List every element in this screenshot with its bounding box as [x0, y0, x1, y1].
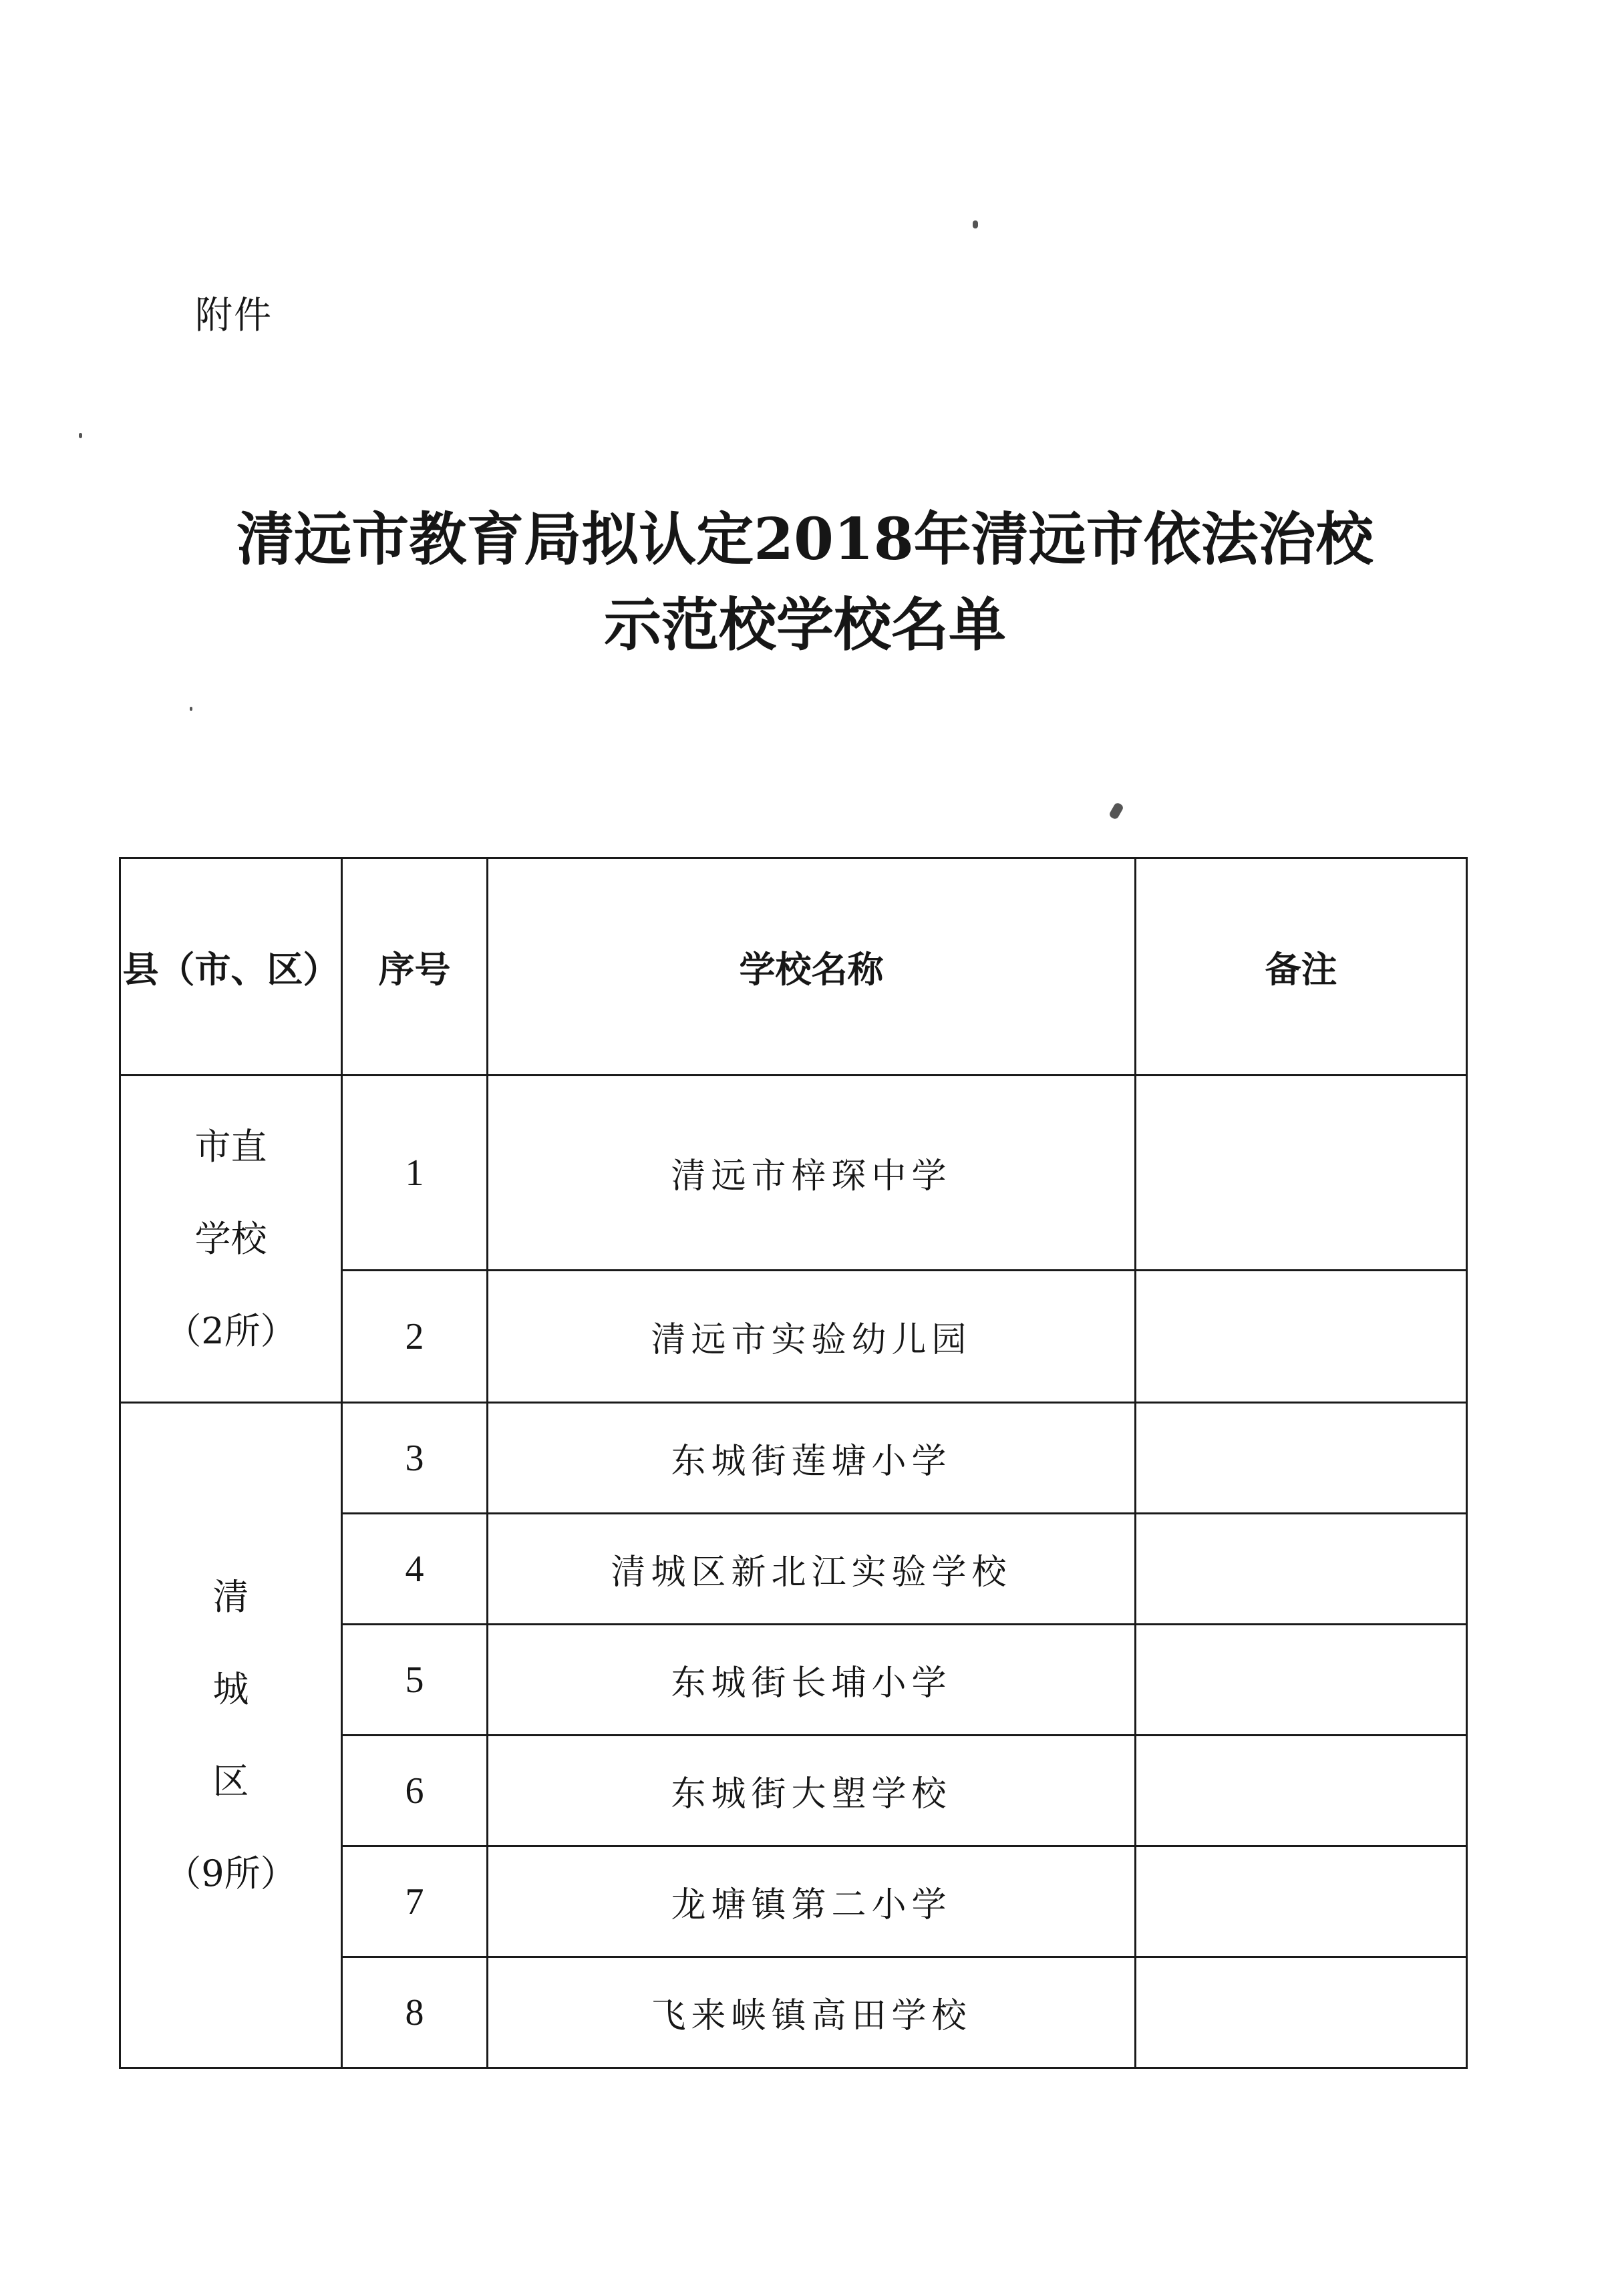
seq-cell: 4 [342, 1514, 488, 1625]
attachment-label: 附件 [195, 294, 273, 337]
group-name-line: （9所） [165, 1852, 297, 1895]
table-row [120, 1076, 1467, 1271]
group-name-line: 市直 [194, 1125, 267, 1168]
school-name-cell: 飞来峡镇高田学校 [488, 1957, 1136, 2068]
scan-speck [79, 433, 82, 438]
seq-cell: 7 [342, 1846, 488, 1957]
remark-cell [1136, 1736, 1467, 1846]
group-name-line: （2所） [165, 1309, 297, 1352]
header-school-name: 学校名称 [488, 858, 1136, 1076]
seq-cell: 6 [342, 1736, 488, 1846]
remark-cell [1136, 1514, 1467, 1625]
school-name-cell: 清城区新北江实验学校 [488, 1514, 1136, 1625]
remark-cell [1136, 1403, 1467, 1514]
remark-cell [1136, 1846, 1467, 1957]
table-header-row [120, 858, 1467, 1076]
school-name-cell: 清远市实验幼儿园 [488, 1271, 1136, 1403]
school-list-table [119, 857, 1468, 2069]
header-seq: 序号 [342, 858, 488, 1076]
group-cell-qingcheng [120, 1403, 342, 2068]
table-row [120, 1403, 1467, 1514]
seq-cell: 3 [342, 1403, 488, 1514]
school-name-cell: 东城街长埔小学 [488, 1625, 1136, 1736]
school-name-cell: 龙塘镇第二小学 [488, 1846, 1136, 1957]
group-cell-city-direct [120, 1076, 342, 1403]
scan-speck [1108, 802, 1124, 820]
remark-cell [1136, 1076, 1467, 1271]
group-name-line: 城 [212, 1667, 249, 1710]
document-title-line-2: 示范校学校名单 [604, 591, 1006, 659]
remark-cell [1136, 1957, 1467, 2068]
school-name-cell: 清远市梓琛中学 [488, 1076, 1136, 1271]
scan-speck [190, 707, 192, 711]
header-remark: 备注 [1136, 858, 1467, 1076]
seq-cell: 2 [342, 1271, 488, 1403]
seq-cell: 1 [342, 1076, 488, 1271]
group-name-line: 区 [212, 1760, 249, 1802]
school-name-cell: 东城街大塱学校 [488, 1736, 1136, 1846]
seq-cell: 5 [342, 1625, 488, 1736]
scan-speck [973, 220, 978, 228]
header-county: 县（市、区） [120, 858, 342, 1076]
school-name-cell: 东城街莲塘小学 [488, 1403, 1136, 1514]
group-name-line: 学校 [194, 1217, 267, 1260]
document-title-line-1: 清远市教育局拟认定2018年清远市依法治校 [236, 506, 1374, 573]
group-name-line: 清 [212, 1575, 249, 1618]
remark-cell [1136, 1271, 1467, 1403]
seq-cell: 8 [342, 1957, 488, 2068]
remark-cell [1136, 1625, 1467, 1736]
